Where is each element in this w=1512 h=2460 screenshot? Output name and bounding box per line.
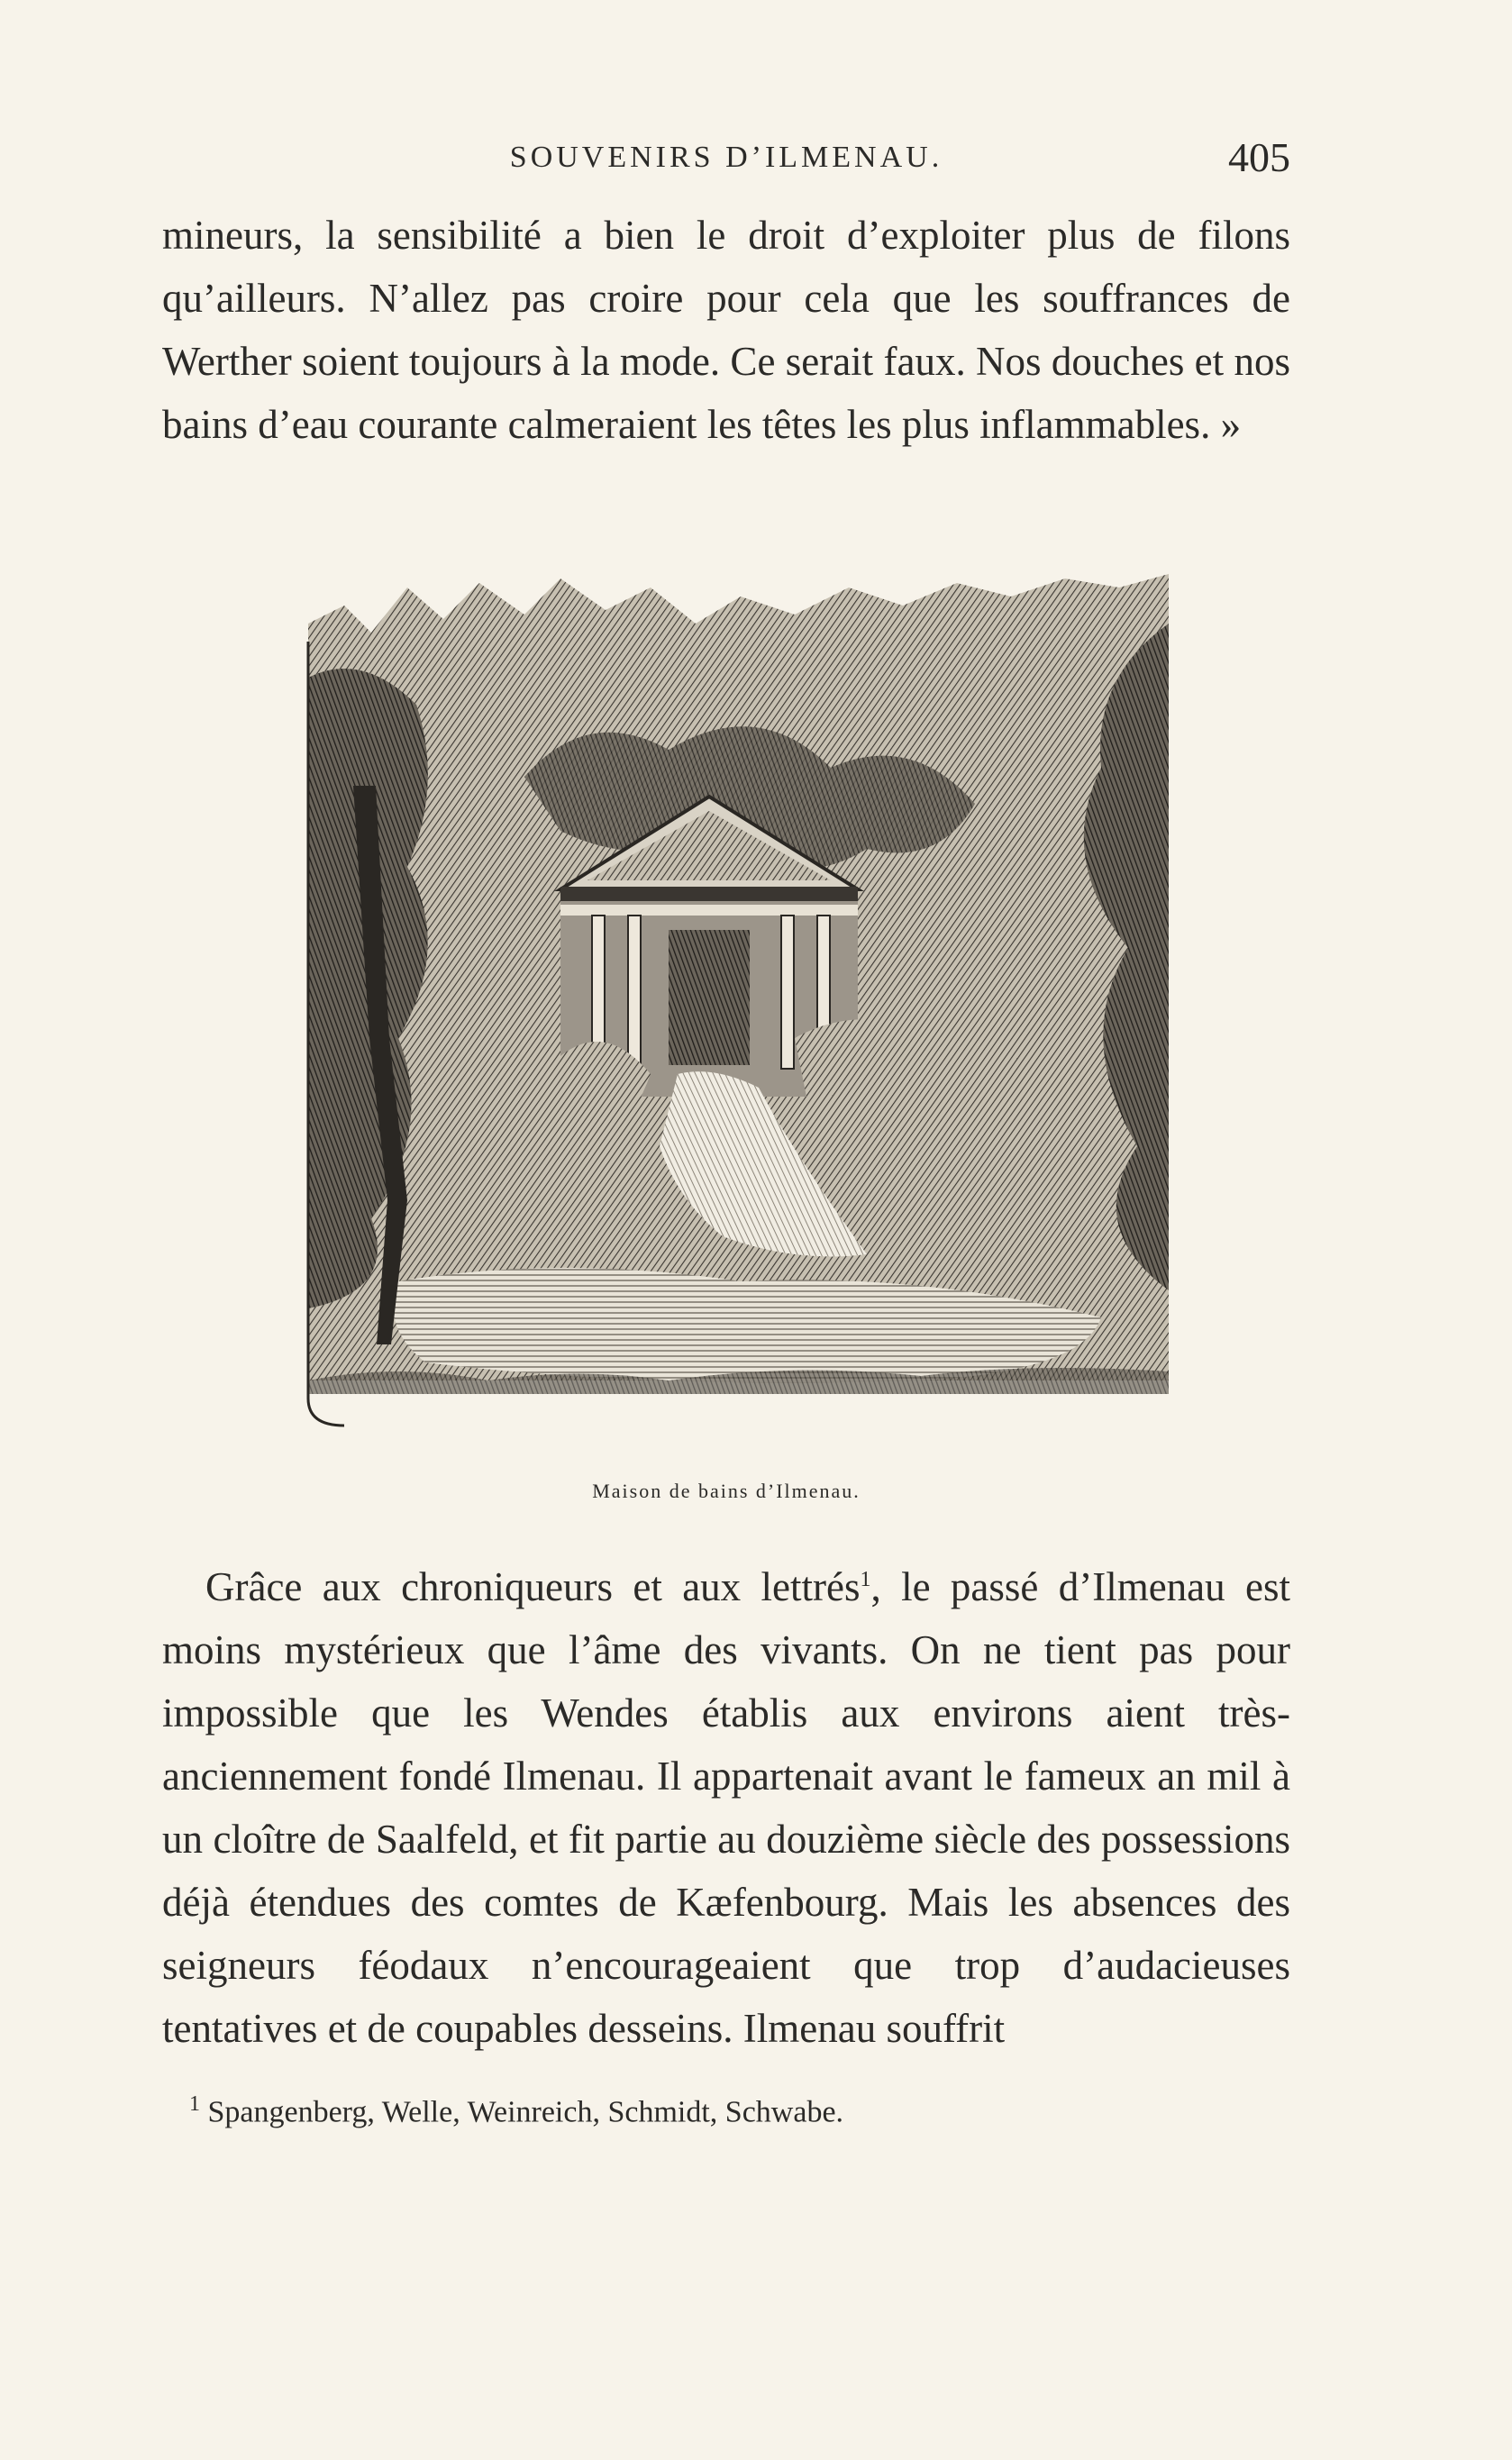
footnote-text: Spangenberg, Welle, Weinreich, Schmidt, Schwabe. <box>207 2095 844 2129</box>
footnote <box>189 2082 1271 2135</box>
footnote-reference: 1 <box>860 1568 871 1591</box>
footnote-mark: 1 <box>189 2092 200 2116</box>
continued-paragraph: mineurs, la sensibilité a bien le droit d’exploiter plus de filons qu’ailleurs. N’allez pas croire pour cela que les souffrances de Werther soient toujours à la mode. Ce serait faux. Nos douches et nos bains d’eau courante calmeraient les têtes les plus inflammables. » <box>162 213 1290 447</box>
running-head <box>162 133 1290 178</box>
bathhouse-engraving <box>290 569 1178 1457</box>
paragraph-text-start: Grâce aux chroniqueurs et aux lettrés <box>205 1564 861 1609</box>
page-number: 405 <box>1228 134 1290 180</box>
paragraph-text-rest: , le passé d’Ilmenau est moins mystérieux que l’âme des vivants. On ne tient pas pour impossible que les Wendes établis aux environs aient très-anciennement fondé Ilmenau. Il appartenait avant le fameux an mil à un cloître de Saalfeld, et fit partie au douzième siècle des possessions déjà étendues des comtes de Kæfenbourg. Mais les absences des seigneurs féodaux n’encourageaient que trop d’audacieuses tentatives et de coupables desseins. Ilmenau souffrit <box>162 1564 1291 2051</box>
running-title: SOUVENIRS D’ILMENAU. <box>509 141 943 174</box>
illustration-caption: Maison de bains d’Ilmenau. <box>592 1480 861 1502</box>
main-paragraph <box>162 1548 1290 2060</box>
top-text-block <box>162 204 1290 456</box>
main-text-block <box>162 1548 1290 2060</box>
